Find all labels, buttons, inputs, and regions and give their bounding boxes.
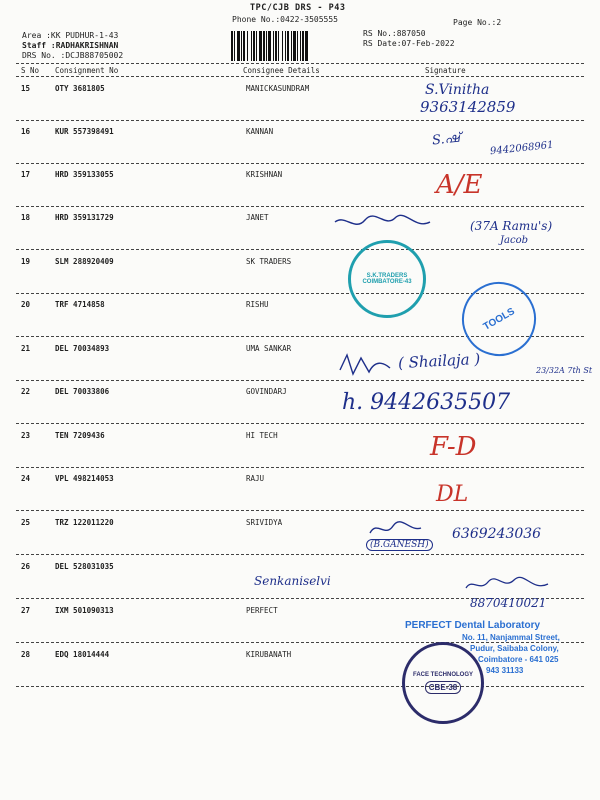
row-consignment: TEN 7209436 [55,431,105,440]
row-sno: 15 [21,84,31,93]
signature-21: ( Shailaja ) [397,349,481,373]
signature-26: Senkaniselvi [254,574,331,588]
row-sno: 18 [21,213,31,222]
row-consignment: TRF 4714858 [55,300,105,309]
page-number: Page No.:2 [453,18,502,27]
signature-25-name: (B.GANESH) [366,539,433,551]
row-divider [16,380,584,381]
document-title: TPC/CJB DRS - P43 [250,3,346,13]
row-divider [16,423,584,424]
row-consignment: HRD 359131729 [55,213,114,222]
row-sno: 21 [21,344,31,353]
dental-lab-address: Pudur, Saibaba Colony, [470,644,559,653]
signature-22: h. 9442635507 [342,390,511,415]
row-consignment: VPL 498214053 [55,474,114,483]
stamp-text: S.K.TRADERS COIMBATORE-43 [362,273,412,285]
dental-lab-phone: 943 31133 [486,666,524,675]
row-consignment: DEL 70034893 [55,344,110,353]
row-divider [16,163,584,164]
row-consignee: JANET [246,213,269,222]
row-consignee: SRIVIDYA [246,518,283,527]
stamp-text: TOOLS [481,305,517,333]
row-sno: 22 [21,387,31,396]
row-sno: 19 [21,257,31,266]
row-consignee: KIRUBANATH [246,650,292,659]
barcode [231,31,359,61]
area-label: Area :KK PUDHUR-1-43 [22,31,119,40]
row-consignee: UMA SANKAR [246,344,292,353]
row-sno: 17 [21,170,31,179]
dental-lab-address: No. 11, Nanjammal Street, [462,633,560,642]
signature-16: S.ഷ് [431,130,461,149]
scribble-signature [365,518,425,540]
signature-18: (37A Ramu's) [470,219,553,233]
row-consignment: SLM 288920409 [55,257,114,266]
rs-number: RS No.:887050 [363,29,426,38]
phone-number: Phone No.:0422-3505555 [232,15,338,24]
signature-21-address: 23/32A 7th St [536,366,593,375]
scribble-signature [462,574,552,596]
signature-23: F-D [430,432,477,462]
column-sno: S No [21,66,40,75]
row-sno: 25 [21,518,31,527]
row-sno: 20 [21,300,31,309]
row-divider [16,467,584,468]
signature-24: DL [436,482,469,507]
column-consignment: Consignment No [55,66,119,75]
row-consignee: MANICKASUNDRAM [246,84,310,93]
row-consignee: RISHU [246,300,269,309]
divider [16,63,584,64]
stamp-text: FACE TECHNOLOGY [412,672,473,678]
signature-16-phone: 9442068961 [489,139,555,158]
scribble-signature [330,210,440,238]
row-consignment: EDQ 18014444 [55,650,110,659]
signature-26-phone: 8870410021 [470,596,547,610]
row-consignment: IXM 501090313 [55,606,114,615]
row-divider [16,554,584,555]
row-consignee: GOVINDARJ [246,387,287,396]
signature-17: A/E [436,170,483,200]
row-divider [16,642,584,643]
column-consignee: Consignee Details [243,66,320,75]
row-consignment: TRZ 122011220 [55,518,114,527]
signature-25-phone: 6369243036 [452,526,542,542]
row-consignment: OTY 3681805 [55,84,105,93]
column-signature: Signature [425,66,466,75]
row-divider [16,510,584,511]
row-consignee: PERFECT [246,606,278,615]
dental-lab-address: Coimbatore - 641 025 [478,655,559,664]
scribble-signature [335,350,395,380]
row-consignment: HRD 359133055 [55,170,114,179]
rs-date: RS Date:07-Feb-2022 [363,39,455,48]
row-sno: 27 [21,606,31,615]
row-consignee: KANNAN [246,127,274,136]
staff-label: Staff :RADHAKRISHNAN [22,41,119,50]
dental-lab-name: PERFECT Dental Laboratory [405,620,541,631]
row-sno: 26 [21,562,31,571]
drs-number: DRS No. :DCJB88705002 [22,51,124,60]
row-consignee: SK TRADERS [246,257,292,266]
row-consignment: KUR 557398491 [55,127,114,136]
row-consignment: DEL 70033806 [55,387,110,396]
row-sno: 23 [21,431,31,440]
signature-18-name: Jacob [500,235,528,246]
row-sno: 28 [21,650,31,659]
row-sno: 24 [21,474,31,483]
divider [16,76,584,77]
row-consignee: RAJU [246,474,265,483]
row-consignee: KRISHNAN [246,170,283,179]
row-divider [16,249,584,250]
sk-traders-stamp [348,240,426,318]
signature-15-phone: 9363142859 [420,98,516,116]
row-consignment: DEL 528031035 [55,562,114,571]
row-divider [16,206,584,207]
row-consignee: HI TECH [246,431,278,440]
face-technology-stamp [402,642,484,724]
row-sno: 16 [21,127,31,136]
row-divider [16,120,584,121]
stamp-text: CBE-38 [425,681,461,694]
row-divider [16,686,584,687]
barcode-bar [308,31,309,61]
signature-15: S.Vinitha [425,82,490,98]
